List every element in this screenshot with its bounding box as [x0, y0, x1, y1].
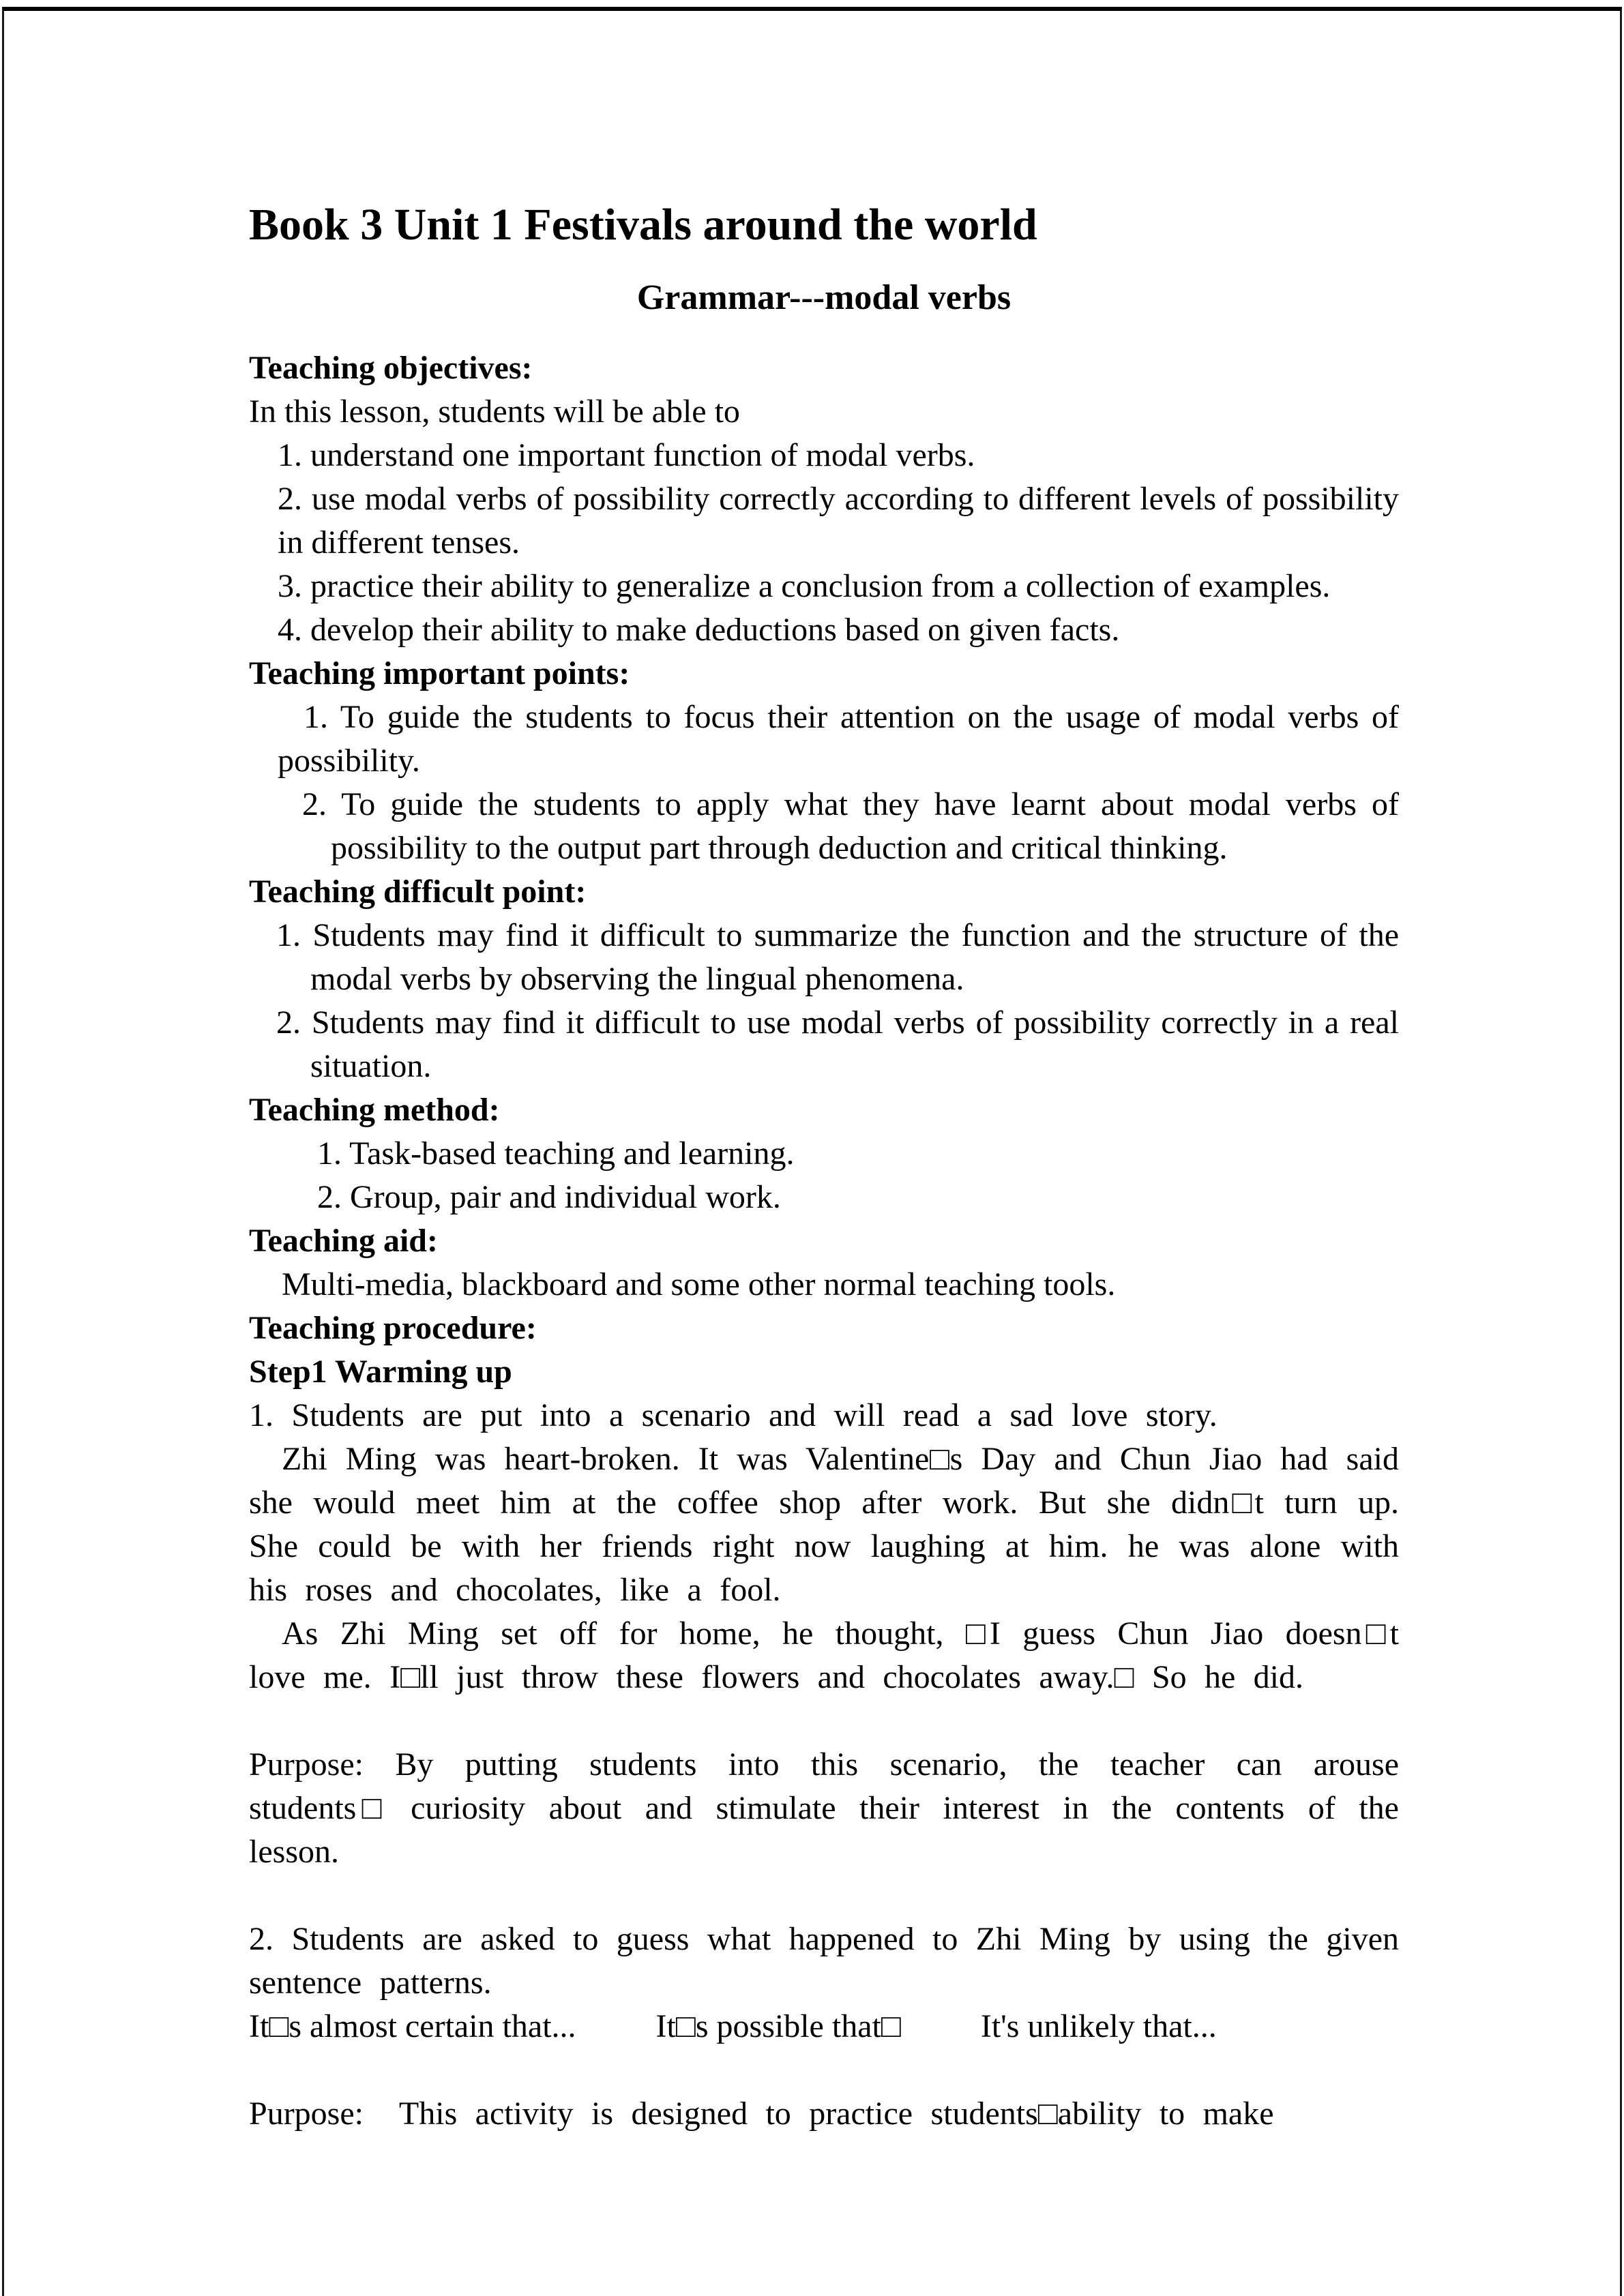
- objective-item: 4. develop their ability to make deductions based on given facts.: [278, 612, 1120, 648]
- para-objectives-intro: In this lesson, students will be able to: [249, 393, 740, 430]
- method-item: 1. Task-based teaching and learning.: [317, 1135, 795, 1172]
- difficult-point-item: 2. Students may find it difficult to use modal verbs of possibility correctly in a real situation.: [276, 1004, 1399, 1084]
- heading-teaching-aid: Teaching aid:: [249, 1223, 438, 1259]
- objective-item: 2. use modal verbs of possibility correctly according to different levels of possibility in different tenses.: [278, 481, 1399, 561]
- heading-teaching-procedure: Teaching procedure:: [249, 1310, 537, 1346]
- difficult-point-item: 1. Students may find it difficult to summarize the function and the structure of the modal verbs by observing the lingual phenomena.: [276, 917, 1399, 997]
- purpose-paragraph: Purpose: By putting students into this scenario, the teacher can arouse students□ curiosity about and stimulate their interest in the contents of the lesson.: [249, 1746, 1399, 1870]
- doc-title: Book 3 Unit 1 Festivals around the world: [249, 200, 1037, 250]
- objective-item: 3. practice their ability to generalize a conclusion from a collection of examples.: [278, 568, 1331, 604]
- heading-step1-warming-up: Step1 Warming up: [249, 1354, 512, 1390]
- para-teaching-aid: Multi-media, blackboard and some other normal teaching tools.: [282, 1266, 1116, 1302]
- step1-item-2: 2. Students are asked to guess what happened to Zhi Ming by using the given sentence patterns.: [249, 1921, 1399, 2001]
- purpose-paragraph: Purpose: This activity is designed to practice students□ability to make: [249, 2096, 1274, 2132]
- sentence-patterns: [249, 2005, 1399, 2048]
- sentence-pattern: It□s possible that□: [655, 2008, 901, 2044]
- step1-item-1: 1. Students are put into a scenario and will read a sad love story.: [249, 1397, 1217, 1433]
- objective-item: 1. understand one important function of modal verbs.: [278, 437, 975, 473]
- heading-teaching-important-points: Teaching important points:: [249, 655, 630, 691]
- method-item: 2. Group, pair and individual work.: [317, 1179, 781, 1215]
- sentence-pattern: It□s almost certain that...: [249, 2008, 576, 2044]
- story-paragraph: As Zhi Ming set off for home, he thought, □I guess Chun Jiao doesn□t love me. I□ll just throw these flowers and chocolates away.□ So he did.: [249, 1615, 1399, 1695]
- heading-teaching-method: Teaching method:: [249, 1092, 500, 1128]
- important-point-item: 1. To guide the students to focus their attention on the usage of modal verbs of possibility.: [278, 699, 1399, 779]
- story-paragraph: Zhi Ming was heart-broken. It was Valentine□s Day and Chun Jiao had said she would meet him at the coffee shop after work. But she didn□t turn up. She could be with her friends right now laughing at him. he was alone with his roses and chocolates, like a fool.: [249, 1441, 1399, 1608]
- heading-teaching-difficult-point: Teaching difficult point:: [249, 874, 587, 910]
- important-point-item: 2. To guide the students to apply what they have learnt about modal verbs of possibility to the output part through deduction and critical thinking.: [302, 786, 1399, 866]
- sentence-pattern: It's unlikely that...: [980, 2008, 1217, 2044]
- document-content: [249, 198, 1399, 2136]
- doc-subtitle: Grammar---modal verbs: [636, 278, 1012, 317]
- heading-teaching-objectives: Teaching objectives:: [249, 350, 533, 386]
